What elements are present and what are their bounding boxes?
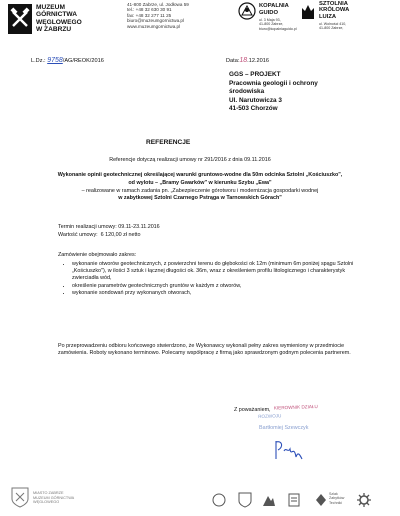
- shield-emblem-icon: [238, 492, 252, 508]
- circle-emblem-icon: [212, 493, 226, 507]
- signatory-name: Bartłomiej Szewczyk: [259, 425, 309, 431]
- footer-logo-2: [238, 492, 252, 508]
- crest-emblem-icon: [287, 492, 301, 508]
- list-item: • określenie parametrów geotechnicznych gruntów w każdym z otworów,: [72, 283, 358, 290]
- scope-title: Zamówienie obejmowało zakres:: [58, 252, 137, 258]
- contract-term: Termin realizacji umowy: 09.11-23.11.2016: [58, 224, 160, 230]
- luiza-name: SZTOLNIA KRÓLOWA LUIZA: [319, 1, 350, 20]
- guido-logo: [238, 2, 256, 20]
- scope-list: [58, 261, 358, 297]
- list-item: • wykonanie sondowań przy wykonanych otworach,: [72, 290, 358, 297]
- footer-logo-4: [287, 492, 301, 508]
- museum-logo: [8, 4, 32, 34]
- doc-number-handwritten: 9758: [47, 57, 63, 64]
- city-crest-icon: [10, 486, 30, 508]
- footer-logo-3: [262, 492, 276, 508]
- stamp: KIEROWNIK DZIAŁU ROZWOJU: [258, 403, 318, 419]
- closing-paragraph: Po przeprowadzeniu odbioru końcowego stwierdzono, że Wykonawcy wykonali pełny zakres wymieniony w przedmiocie zamówienia. Roboty wykonano terminowo. Polecamy współpracę z firmą jako sprawdzonym godnym polecenia partnerem.: [58, 343, 351, 357]
- museum-name: MUZEUM GÓRNICTWA WĘGLOWEGO W ZABRZU: [36, 4, 82, 34]
- list-item: • wykonanie otworów geotechnicznych, z powierzchni terenu do głębokości ok 12m (minimum 6m poniżej spągu Sztolni „Kościuszko"), w ilości 3 sztuk i łącznej długości ok. 36m, wraz z określeniem profilu litologicznego i charakterystyk zwierciadła wód,: [72, 261, 358, 283]
- footer-partner-logo: [315, 493, 327, 507]
- crown-tower-icon: [300, 2, 316, 20]
- footer-gear-logo: [356, 492, 372, 508]
- scope-summary: Wykonanie opinii geotechnicznej określającej warunki gruntowo-wodne dla 50m odcinka Sztolni „Kościuszko", od wylotu – „Bramy Gwarków" w kierunku Szybu „Ewa" – realizowane w ramach zadania pn. „Zabezpieczenie górotworu i modernizacja gospodarki wodnej w zabytkowej Sztolni Czarnego Pstrąga w Tarnowskich Górach": [57, 172, 343, 202]
- hammers-logo-icon: [8, 4, 32, 34]
- handwritten-signature: [272, 437, 306, 463]
- footer-partner-text: Szlak Zabytków Techniki: [329, 492, 345, 505]
- luiza-address: ul. Wolności 410, 41-800 Zabrze,: [319, 22, 347, 31]
- recipient-address: GGS – PROJEKT Pracownia geologii i ochrony środowiska Ul. Narutowicza 3 41-503 Chorzów: [229, 71, 318, 113]
- footer-left-text: MIASTO ZABRZE MUZEUM GÓRNICTWA WĘGLOWEGO: [33, 491, 75, 505]
- guido-address: ul. 3 Maja 93, 41-800 Zabrze, biuro@kopalniaguido.pl: [259, 18, 297, 31]
- partner-emblem-icon: [315, 493, 327, 507]
- mine-wheel-icon: [238, 2, 256, 20]
- intro-line: Referencje dotyczą realizacji umowy nr 291/2016 z dnia 09.11.2016: [109, 157, 271, 163]
- guido-name: KOPALNIA GUIDO: [259, 3, 289, 16]
- document-title: REFERENCJE: [146, 139, 191, 146]
- document-date: Data:18.12.2016: [226, 57, 269, 64]
- greeting: Z poważaniem,: [234, 407, 271, 413]
- mountain-emblem-icon: [262, 492, 276, 508]
- contract-value: Wartość umowy: 6 120,00 zł netto: [58, 232, 141, 238]
- doc-reference: L.Dz.: 9758/AG/REOK/2016: [31, 57, 104, 64]
- footer-logo-1: [212, 493, 226, 507]
- footer-city-logo: [10, 486, 30, 508]
- luiza-logo: [300, 2, 316, 20]
- gear-icon: [356, 492, 372, 508]
- museum-address: 41-800 Zabrze, ul. Jodłowa 59 tel.: +48 32 630 30 91 fax: +48 32 277 11 25 biuro@muzeumgornictwa.pl www.muzeumgornictwa.pl: [127, 2, 189, 29]
